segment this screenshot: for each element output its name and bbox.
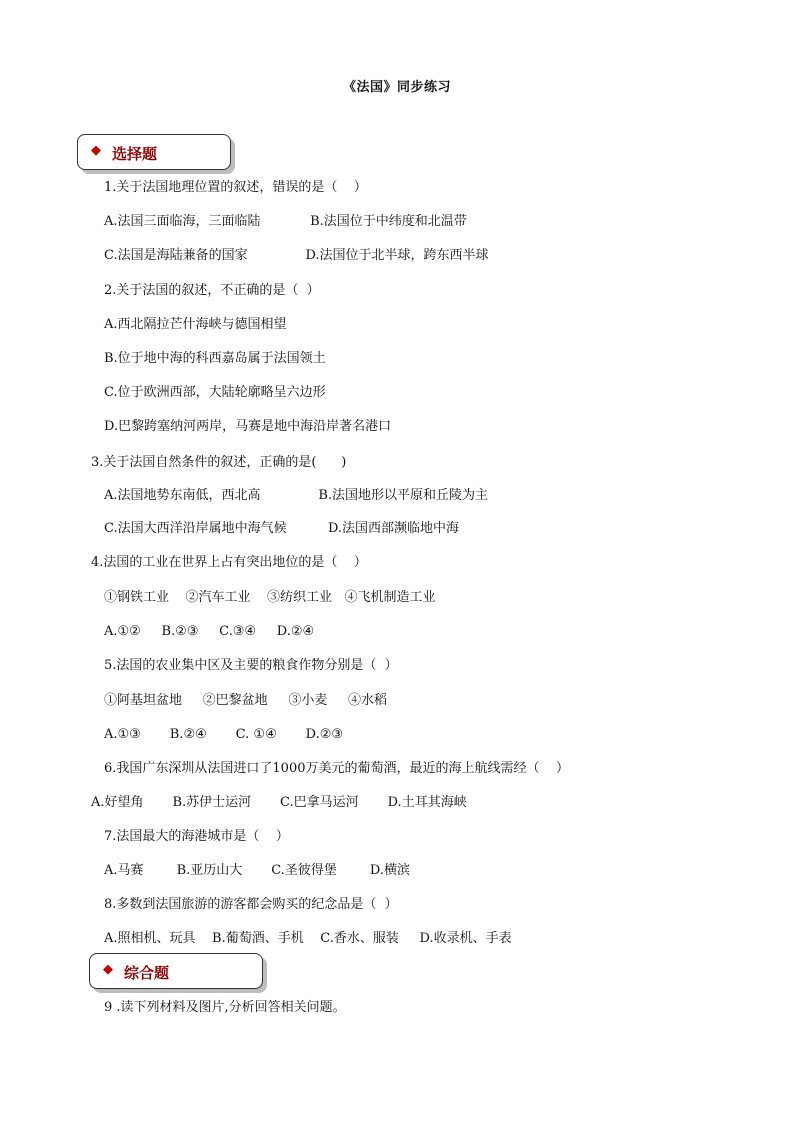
- question-2-option-a: A.西北隔拉芒什海峡与德国相望: [104, 317, 287, 332]
- question-4: 4.法国的工业在世界上占有突出地位的是（ ）: [91, 555, 367, 570]
- question-4-items: ①钢铁工业 ②汽车工业 ③纺织工业 ④飞机制造工业: [104, 590, 436, 605]
- diamond-bullet-icon: ◆: [91, 143, 101, 158]
- page-title: 《法国》同步练习: [342, 80, 451, 95]
- question-7: 7.法国最大的海港城市是（ ）: [104, 829, 289, 844]
- question-3: 3.关于法国自然条件的叙述，正确的是( ): [91, 455, 347, 470]
- section-header-choice: [77, 134, 231, 170]
- question-5: 5.法国的农业集中区及主要的粮食作物分别是（ ）: [104, 658, 398, 673]
- question-8: 8.多数到法国旅游的游客都会购买的纪念品是（ ）: [104, 897, 398, 912]
- question-2-option-c: C.位于欧洲西部，大陆轮廓略呈六边形: [104, 385, 326, 400]
- question-3-options-cd: C.法国大西洋沿岸属地中海气候 D.法国西部濒临地中海: [104, 521, 460, 536]
- question-6-options: A.好望角 B.苏伊士运河 C.巴拿马运河 D.土耳其海峡: [91, 795, 467, 810]
- question-5-items: ①阿基坦盆地 ②巴黎盆地 ③小麦 ④水稻: [104, 693, 387, 708]
- question-9: 9 .读下列材料及图片,分析回答相关问题。: [104, 1000, 346, 1015]
- question-1-options-ab: A.法国三面临海，三面临陆 B.法国位于中纬度和北温带: [104, 214, 467, 229]
- question-5-options: A.①③ B.②④ C. ①④ D.②③: [104, 727, 344, 742]
- question-1-options-cd: C.法国是海陆兼备的国家 D.法国位于北半球，跨东西半球: [104, 248, 489, 263]
- question-4-options: A.①② B.②③ C.③④ D.②④: [104, 624, 315, 639]
- question-3-options-ab: A.法国地势东南低，西北高 B.法国地形以平原和丘陵为主: [104, 488, 489, 503]
- question-8-options: A.照相机、玩具 B.葡萄酒、手机 C.香水、服装 D.收录机、手表: [104, 931, 512, 946]
- question-7-options: A.马赛 B.亚历山大 C.圣彼得堡 D.横滨: [104, 863, 410, 878]
- section-label: 选择题: [112, 145, 158, 163]
- section-label: 综合题: [124, 964, 170, 982]
- question-1: 1.关于法国地理位置的叙述，错误的是（ ）: [104, 180, 367, 195]
- question-6: 6.我国广东深圳从法国进口了1000万美元的葡萄酒，最近的海上航线需经（ ）: [104, 761, 570, 776]
- question-2-option-b: B.位于地中海的科西嘉岛属于法国领土: [104, 351, 326, 366]
- question-2: 2.关于法国的叙述，不正确的是（ ）: [104, 283, 320, 298]
- section-header-comprehensive: [89, 953, 263, 989]
- question-2-option-d: D.巴黎跨塞纳河两岸，马赛是地中海沿岸著名港口: [104, 419, 392, 434]
- diamond-bullet-icon: ◆: [103, 962, 113, 977]
